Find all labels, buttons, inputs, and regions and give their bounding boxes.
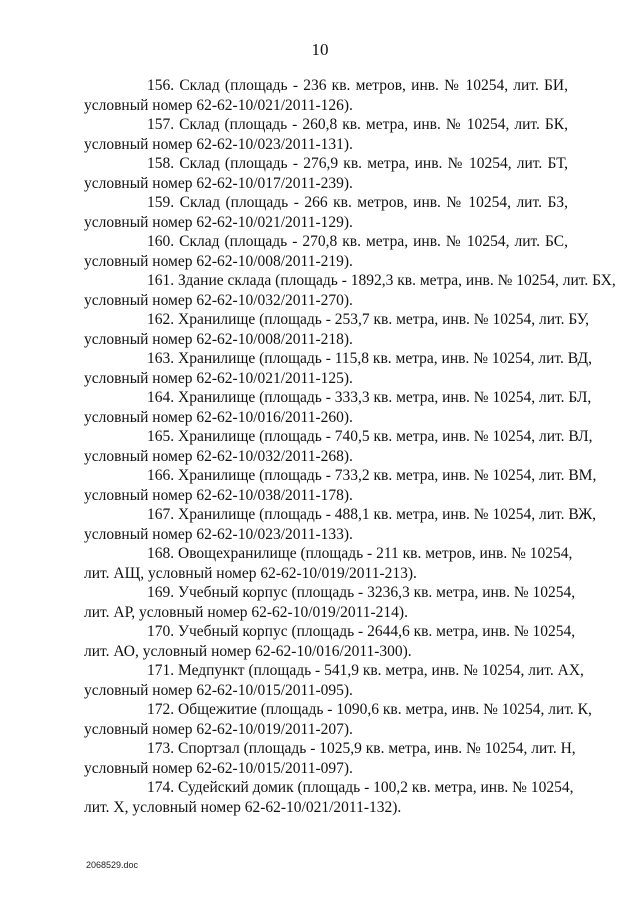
entry-line: 160. Склад (площадь - 270,8 кв. метра, инв. № 10254, лит. БС, xyxy=(147,233,568,250)
list-item xyxy=(84,310,590,349)
entry-line: 163. Хранилище (площадь - 115,8 кв. метра, инв. № 10254, лит. ВД, xyxy=(147,350,592,367)
entry-line: условный номер 62-62-10/021/2011-125). xyxy=(84,369,353,387)
list-item xyxy=(84,700,592,739)
list-item xyxy=(84,193,568,232)
entry-line: условный номер 62-62-10/015/2011-097). xyxy=(84,759,353,777)
entry-line: лит. АЩ, условный номер 62-62-10/019/2011-213). xyxy=(84,564,417,582)
entry-line: условный номер 62-62-10/015/2011-095). xyxy=(84,681,353,699)
entry-line: 161. Здание склада (площадь - 1892,3 кв. метра, инв. № 10254, лит. БХ, xyxy=(147,272,616,289)
entry-line: условный номер 62-62-10/032/2011-268). xyxy=(84,447,353,465)
entry-line: условный номер 62-62-10/008/2011-219). xyxy=(84,252,353,270)
entry-line: 165. Хранилище (площадь - 740,5 кв. метра, инв. № 10254, лит. ВЛ, xyxy=(147,428,593,445)
entry-line: 157. Склад (площадь - 260,8 кв. метра, инв. № 10254, лит. БК, xyxy=(147,116,568,133)
list-item xyxy=(84,661,584,700)
list-item xyxy=(84,544,573,583)
entry-line: 156. Склад (площадь - 236 кв. метров, инв. № 10254, лит. БИ, xyxy=(147,77,568,94)
entry-line: лит. АР, условный номер 62-62-10/019/2011-214). xyxy=(84,603,408,621)
entry-line: 166. Хранилище (площадь - 733,2 кв. метра, инв. № 10254, лит. ВМ, xyxy=(147,467,597,484)
list-item xyxy=(84,583,576,622)
entry-line: лит. АО, условный номер 62-62-10/016/2011-300). xyxy=(84,642,412,660)
entry-line: 172. Общежитие (площадь - 1090,6 кв. метра, инв. № 10254, лит. К, xyxy=(147,701,592,718)
entry-line: условный номер 62-62-10/019/2011-207). xyxy=(84,720,353,738)
list-item xyxy=(84,505,597,544)
entry-line: 167. Хранилище (площадь - 488,1 кв. метра, инв. № 10254, лит. ВЖ, xyxy=(147,506,597,523)
list-item xyxy=(84,232,568,271)
list-item xyxy=(84,271,616,310)
list-item xyxy=(84,466,597,505)
list-item xyxy=(84,76,568,115)
entry-line: условный номер 62-62-10/021/2011-126). xyxy=(84,96,353,114)
list-item xyxy=(84,622,576,661)
list-item xyxy=(84,739,576,778)
list-item xyxy=(84,427,593,466)
entry-line: 171. Медпункт (площадь - 541,9 кв. метра, инв. № 10254, лит. АХ, xyxy=(147,662,584,679)
entry-line: условный номер 62-62-10/038/2011-178). xyxy=(84,486,353,504)
entry-line: условный номер 62-62-10/021/2011-129). xyxy=(84,213,353,231)
entry-line: 159. Склад (площадь - 266 кв. метров, инв. № 10254, лит. БЗ, xyxy=(147,194,568,211)
entry-line: 168. Овощехранилище (площадь - 211 кв. метров, инв. № 10254, xyxy=(147,545,573,562)
entry-line: 174. Судейский домик (площадь - 100,2 кв. метра, инв. № 10254, xyxy=(147,779,574,796)
entry-line: 164. Хранилище (площадь - 333,3 кв. метра, инв. № 10254, лит. БЛ, xyxy=(147,389,592,406)
entry-line: условный номер 62-62-10/023/2011-131). xyxy=(84,135,353,153)
entry-list xyxy=(84,76,616,817)
entry-line: условный номер 62-62-10/023/2011-133). xyxy=(84,525,353,543)
entry-line: условный номер 62-62-10/017/2011-239). xyxy=(84,174,353,192)
entry-line: 170. Учебный корпус (площадь - 2644,6 кв. метра, инв. № 10254, xyxy=(147,623,576,640)
entry-line: условный номер 62-62-10/032/2011-270). xyxy=(84,291,353,309)
list-item xyxy=(84,154,568,193)
list-item xyxy=(84,115,568,154)
entry-line: условный номер 62-62-10/008/2011-218). xyxy=(84,330,353,348)
list-item xyxy=(84,349,592,388)
list-item xyxy=(84,778,574,817)
entry-line: 158. Склад (площадь - 276,9 кв. метра, инв. № 10254, лит. БТ, xyxy=(147,155,568,172)
entry-line: лит. Х, условный номер 62-62-10/021/2011-132). xyxy=(84,798,402,816)
page-number: 10 xyxy=(311,40,329,59)
entry-line: 162. Хранилище (площадь - 253,7 кв. метра, инв. № 10254, лит. БУ, xyxy=(147,311,590,328)
entry-line: 169. Учебный корпус (площадь - 3236,3 кв. метра, инв. № 10254, xyxy=(147,584,576,601)
entry-line: условный номер 62-62-10/016/2011-260). xyxy=(84,408,353,426)
list-item xyxy=(84,388,592,427)
document-filename: 2068529.doc xyxy=(86,860,139,870)
entry-line: 173. Спортзал (площадь - 1025,9 кв. метра, инв. № 10254, лит. Н, xyxy=(147,740,576,757)
